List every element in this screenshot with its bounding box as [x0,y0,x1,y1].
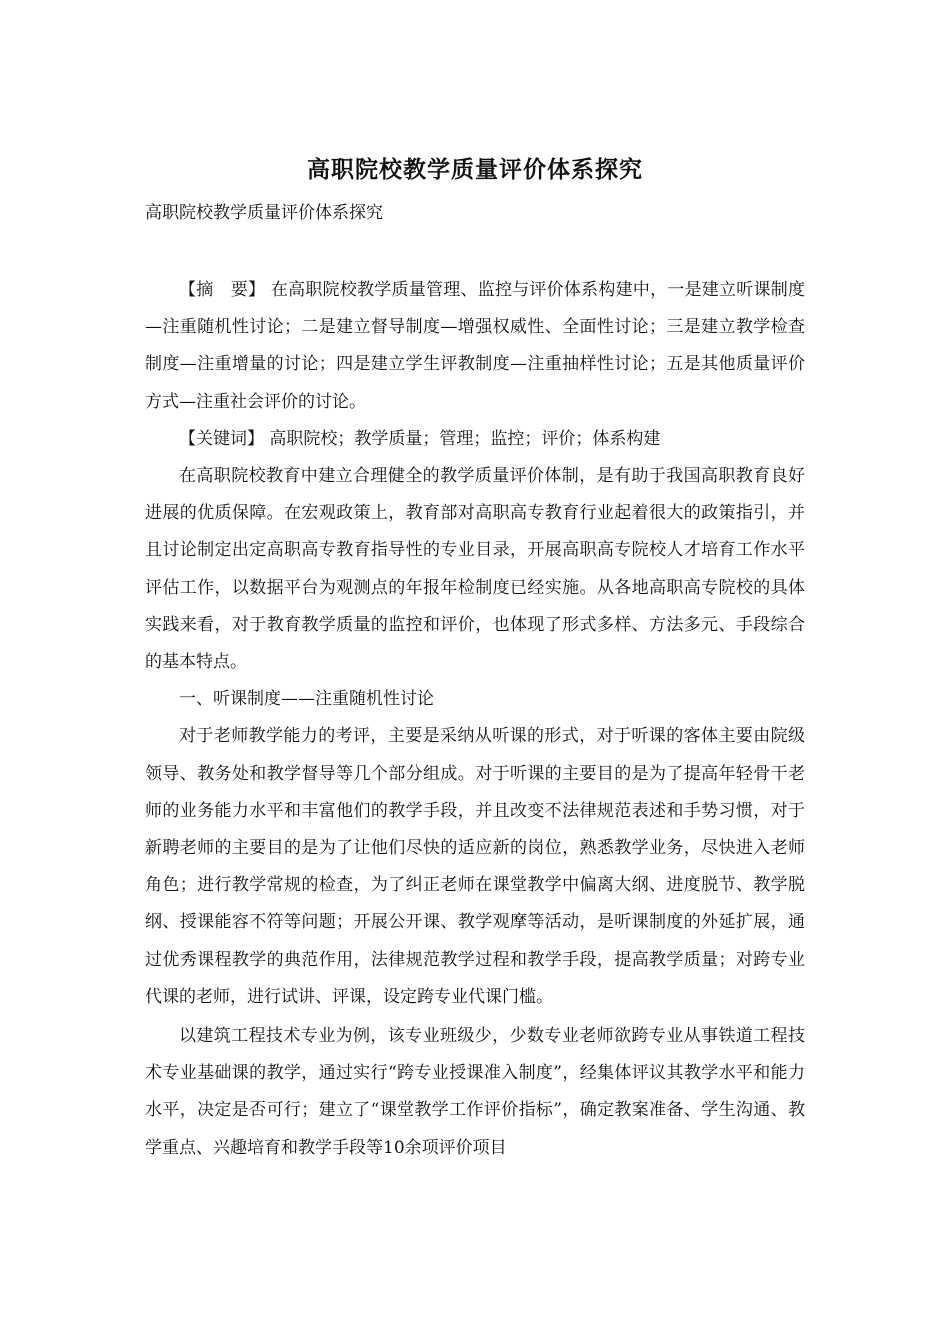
abstract-paragraph [145,272,805,421]
body-paragraph: 在高职院校教育中建立合理健全的教学质量评价体制，是有助于我国高职教育良好进展的优质保障。在宏观政策上，教育部对高职高专教育行业起着很大的政策指引，并且讨论制定出定高职高专教育指导性的专业目录，开展高职高专院校人才培育工作水平评估工作，以数据平台为观测点的年报年检制度已经实施。从各地高职高专院校的具体实践来看，对于教育教学质量的监控和评价，也体现了形式多样、方法多元、手段综合的基本特点。 [145,466,805,673]
abstract-text: 在高职院校教学质量管理、监控与评价体系构建中，一是建立听课制度—注重随机性讨论；二是建立督导制度—增强权威性、全面性讨论；三是建立教学检查制度—注重增量的讨论；四是建立学生评教制度—注重抽样性讨论；五是其他质量评价方式—注重社会评价的讨论。 [145,280,806,412]
abstract-label: 【摘 要】 [179,280,266,300]
keywords-label: 【关键词】 [179,428,264,449]
section-heading: 一、听课制度——注重随机性讨论 [179,689,434,710]
document-title: 高职院校教学质量评价体系探究 [307,156,643,183]
keywords-paragraph [145,421,805,458]
body-paragraph: 对于老师教学能力的考评，主要是采纳从听课的形式，对于听课的客体主要由院级领导、教务处和教学督导等几个部分组成。对于听课的主要目的是为了提高年轻骨干老师的业务能力水平和丰富他们的教学手段，并且改变不法律规范表述和手势习惯，对于新聘老师的主要目的是为了让他们尽快的适应新的岗位，熟悉教学业务，尽快进入老师角色；进行教学常规的检查，为了纠正老师在课堂教学中偏离大纲、进度脱节、教学脱纲、授课能容不符等问题；开展公开课、教学观摩等活动，是听课制度的外延扩展，通过优秀课程教学的典范作用，法律规范教学过程和教学手段，提高教学质量；对跨专业代课的老师，进行试讲、评课，设定跨专业代课门槛。 [145,726,805,1007]
body-paragraph: 以建筑工程技术专业为例，该专业班级少，少数专业老师欲跨专业从事铁道工程技术专业基础课的教学，通过实行“跨专业授课准入制度”，经集体评议其教学水平和能力水平，决定是否可行；建立了“课堂教学工作评价指标”，确定教案准备、学生沟通、教学重点、兴趣培育和教学手段等10余项评价项目 [145,1026,805,1158]
document-body [145,272,805,1167]
document-subtitle: 高职院校教学质量评价体系探究 [145,203,383,223]
keywords-text: 高职院校；教学质量；管理；监控；评价；体系构建 [264,428,661,449]
